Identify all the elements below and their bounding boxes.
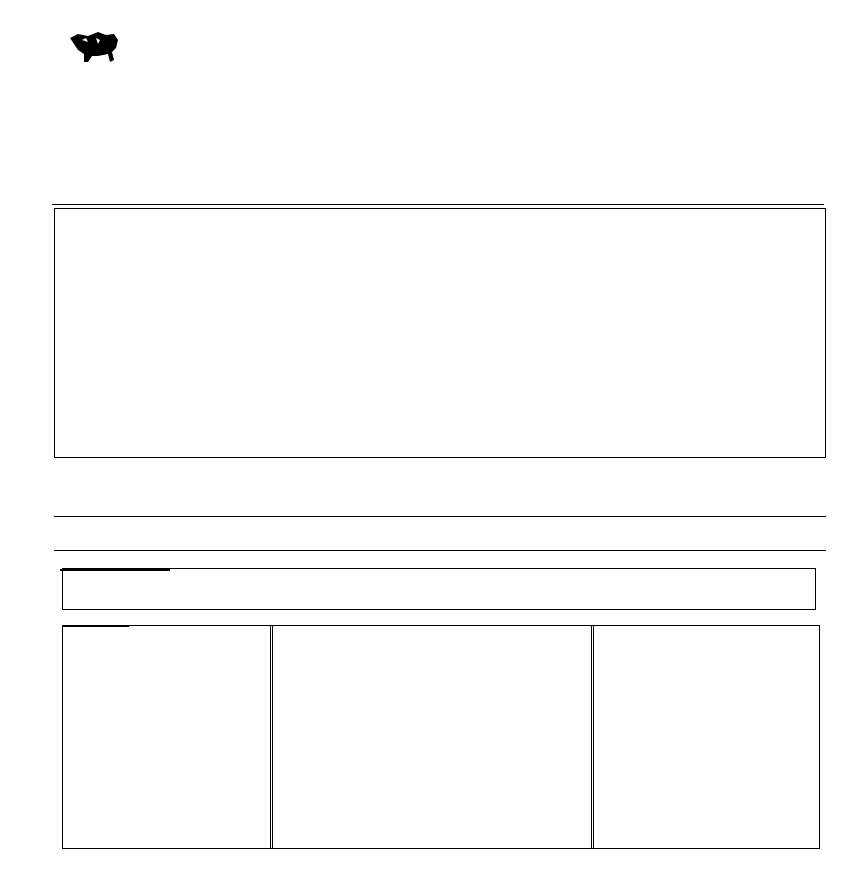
divider xyxy=(54,550,826,551)
col-divider xyxy=(270,625,273,849)
kap-logo xyxy=(68,26,180,74)
divider xyxy=(54,457,826,458)
pedigree-box xyxy=(54,208,826,457)
kalvningar-box xyxy=(62,625,820,849)
divider xyxy=(52,204,824,205)
kalvningsresultat-box xyxy=(62,568,816,610)
cow-logo-icon xyxy=(68,26,180,74)
col-divider xyxy=(591,625,594,849)
divider xyxy=(54,516,826,517)
